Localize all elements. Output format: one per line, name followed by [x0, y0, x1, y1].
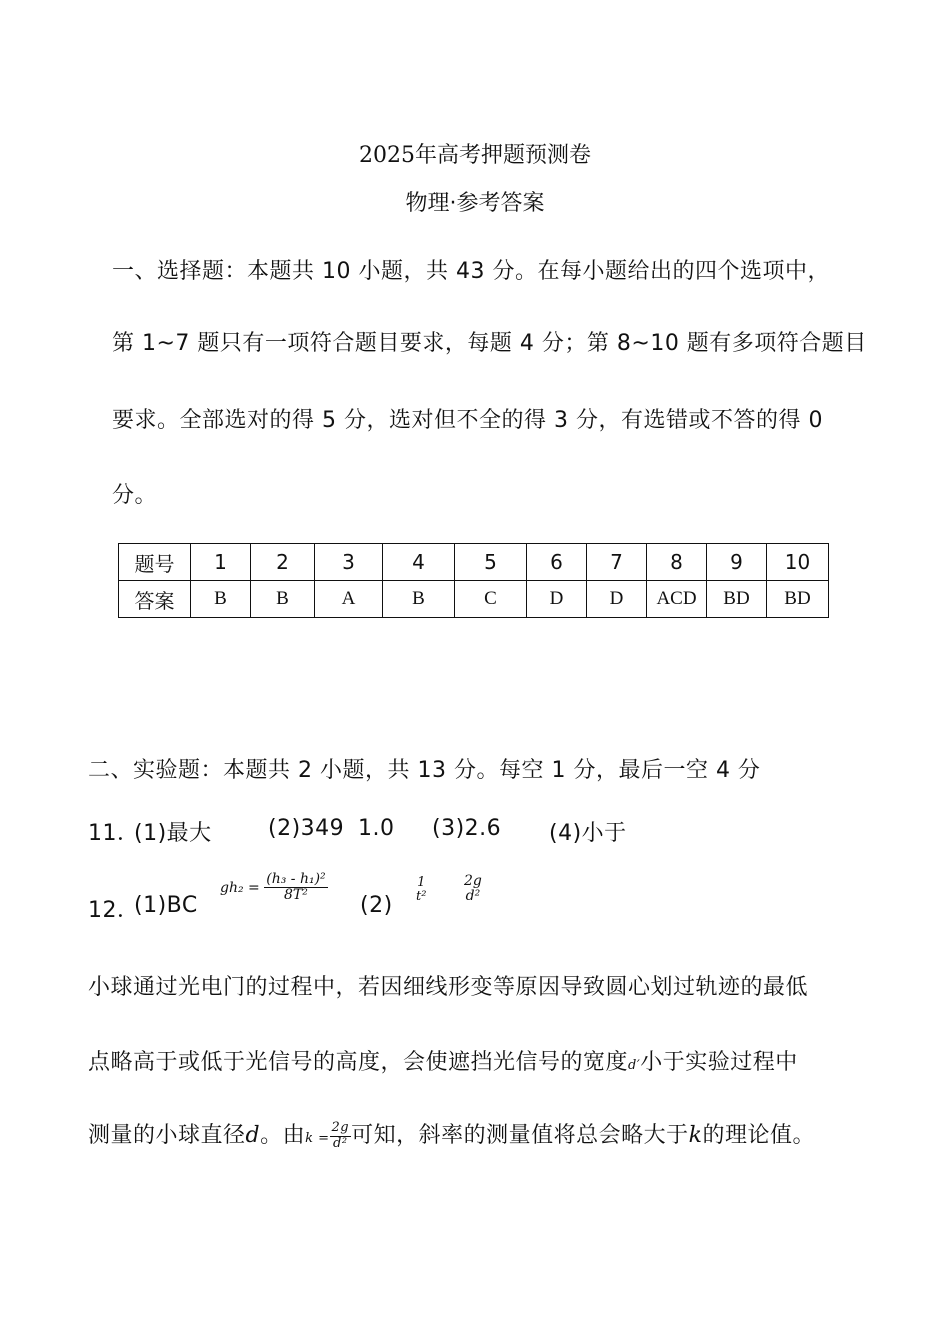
fraction-2-denominator: d² [465, 888, 481, 905]
variable-k: k [688, 1123, 703, 1148]
question-number: 9 [707, 544, 767, 581]
equation-lhs: gh₂ = [220, 879, 260, 896]
section1-line3: 要求。全部选对的得 5 分，选对但不全的得 3 分，有选错或不答的得 0 [112, 408, 823, 433]
explanation-line-3 [88, 1118, 815, 1151]
answer-cell: BD [707, 581, 767, 618]
answer-cell: C [455, 581, 527, 618]
q11-label: 11． [88, 821, 140, 846]
answer-cell: D [587, 581, 647, 618]
variable-d-prime: d′ [628, 1058, 641, 1073]
equation-denominator: 8T² [284, 887, 308, 904]
q12-fraction-2 [462, 874, 484, 905]
q11-answer-2b: 1.0 [358, 816, 395, 841]
q12-fraction-1 [414, 876, 428, 905]
table-header-cell: 答案 [119, 581, 191, 618]
section2-heading: 二、实验题：本题共 2 小题，共 13 分。每空 1 分，最后一空 4 分 [88, 758, 761, 783]
q11-answer-2: (2)349 [268, 816, 345, 841]
explanation-text: 小于实验过程中 [640, 1050, 798, 1075]
explanation-text: 测量的小球直径 [88, 1123, 246, 1148]
answer-cell: BD [767, 581, 829, 618]
answer-cell: B [251, 581, 315, 618]
q12-answer-1: (1)BC [134, 893, 198, 918]
explanation-fraction [330, 1121, 352, 1151]
fraction-2-numerator: 2g [464, 873, 482, 889]
q11-answer-3: (3)2.6 [432, 816, 502, 841]
section1-line1: 一、选择题：本题共 10 小题，共 43 分。在每小题给出的四个选项中， [112, 259, 830, 284]
explanation-line-1: 小球通过光电门的过程中，若因细线形变等原因导致圆心划过轨迹的最低 [88, 975, 809, 1000]
question-number: 6 [527, 544, 587, 581]
explanation-text: 。由 [260, 1123, 306, 1148]
answer-cell: ACD [647, 581, 707, 618]
equation-numerator: (h₃ - h₁)² [266, 871, 326, 887]
question-number: 3 [315, 544, 383, 581]
explanation-text: 的理论值。 [702, 1123, 815, 1148]
question-number: 4 [383, 544, 455, 581]
page-title: 2025年高考押题预测卷 [359, 143, 591, 168]
page-subtitle: 物理·参考答案 [405, 191, 545, 216]
answer-cell: B [191, 581, 251, 618]
question-number: 2 [251, 544, 315, 581]
question-number: 7 [587, 544, 647, 581]
explanation-text: 点略高于或低于光信号的高度，会使遮挡光信号的宽度 [88, 1050, 629, 1075]
section1-line4: 分。 [112, 483, 158, 508]
variable-k-eq: k = [305, 1131, 330, 1146]
variable-d: d [245, 1123, 261, 1148]
fraction-numerator: 2g [331, 1120, 350, 1136]
question-number: 5 [455, 544, 527, 581]
answer-cell: D [527, 581, 587, 618]
explanation-line-2 [88, 1045, 798, 1076]
table-row [119, 544, 829, 581]
section1-line2: 第 1~7 题只有一项符合题目要求，每题 4 分；第 8~10 题有多项符合题目 [112, 331, 867, 356]
q11-answer-4: (4)小于 [549, 821, 627, 846]
question-number: 10 [767, 544, 829, 581]
fraction-1-denominator: t² [416, 889, 427, 905]
fraction-denominator: d² [333, 1135, 348, 1151]
q12-answer-2: (2) [360, 893, 393, 918]
q12-equation [220, 872, 328, 904]
answer-cell: B [383, 581, 455, 618]
q11-answer-1: (1)最大 [134, 821, 212, 846]
table-header-cell: 题号 [119, 544, 191, 581]
q12-label: 12． [88, 898, 140, 923]
explanation-text: 可知，斜率的测量值将总会略大于 [351, 1123, 689, 1148]
table-row [119, 581, 829, 618]
fraction-1-numerator: 1 [417, 875, 426, 890]
question-number: 1 [191, 544, 251, 581]
answer-table [118, 543, 829, 618]
question-number: 8 [647, 544, 707, 581]
equation-fraction [264, 872, 327, 904]
answer-cell: A [315, 581, 383, 618]
